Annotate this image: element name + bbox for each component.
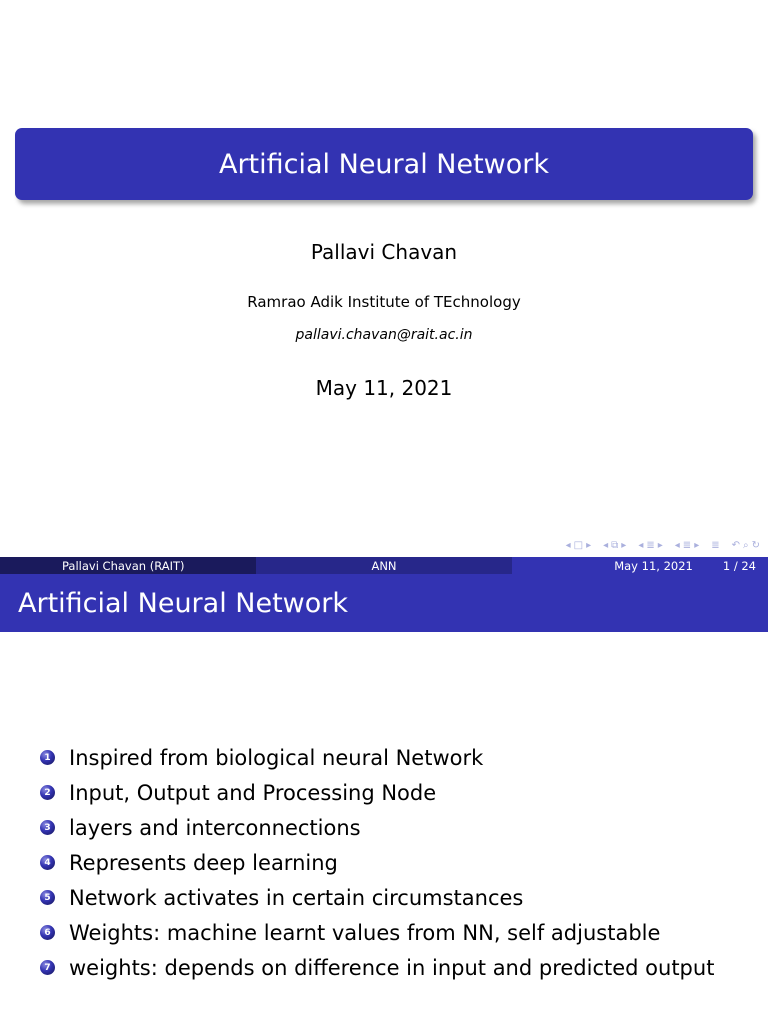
list-item-text: weights: depends on difference in input and predicted output [69, 955, 715, 980]
list-item [40, 810, 714, 845]
nav-presentation-icon[interactable]: ≣ [711, 539, 720, 551]
list-item-text: layers and interconnections [69, 815, 361, 840]
enumerate-ball-icon: 4 [40, 855, 55, 870]
list-item [40, 775, 714, 810]
enumerate-ball-icon: 7 [40, 960, 55, 975]
list-item-text: Input, Output and Processing Node [69, 780, 437, 805]
list-item-text: Represents deep learning [69, 850, 338, 875]
enumerated-list [40, 740, 714, 985]
frame-title: Artificial Neural Network [0, 574, 768, 632]
nav-search-icon[interactable]: ↶ ⌕ ↻ [731, 539, 760, 551]
enumerate-ball-icon: 2 [40, 785, 55, 800]
list-item [40, 740, 714, 775]
presentation-date: May 11, 2021 [315, 376, 453, 400]
enumerate-ball-icon: 5 [40, 890, 55, 905]
list-item-text: Network activates in certain circumstances [69, 885, 524, 910]
list-item-text: Inspired from biological neural Network [69, 745, 484, 770]
author-name: Pallavi Chavan [310, 240, 458, 264]
enumerate-ball-icon: 3 [40, 820, 55, 835]
footline [0, 557, 768, 574]
list-item-text: Weights: machine learnt values from NN, self adjustable [69, 920, 661, 945]
nav-frame-icon[interactable]: ◂ □ ▸ [565, 539, 592, 551]
enumerate-ball-icon: 6 [40, 925, 55, 940]
footer-short-title: ANN [256, 557, 512, 574]
beamer-navigation-bar [566, 538, 760, 552]
list-item [40, 915, 714, 950]
presentation-title: Artificial Neural Network [15, 128, 753, 200]
nav-subsection-icon[interactable]: ◂ ⧉ ▸ [603, 539, 627, 551]
author-email: pallavi.chavan@rait.ac.in [295, 327, 473, 343]
list-item [40, 845, 714, 880]
institute-name: Ramrao Adik Institute of TEchnology [247, 293, 521, 311]
enumerate-ball-icon: 1 [40, 750, 55, 765]
nav-section-icon[interactable]: ◂ ≣ ▸ [638, 539, 663, 551]
footer-date-page [512, 557, 768, 574]
nav-subsection-list-icon[interactable]: ◂ ≣ ▸ [674, 539, 700, 551]
footer-date: May 11, 2021 [614, 558, 693, 573]
footer-page-number: 1 / 24 [722, 558, 756, 573]
footer-author: Pallavi Chavan (RAIT) [0, 557, 256, 574]
list-item [40, 950, 714, 985]
list-item [40, 880, 714, 915]
